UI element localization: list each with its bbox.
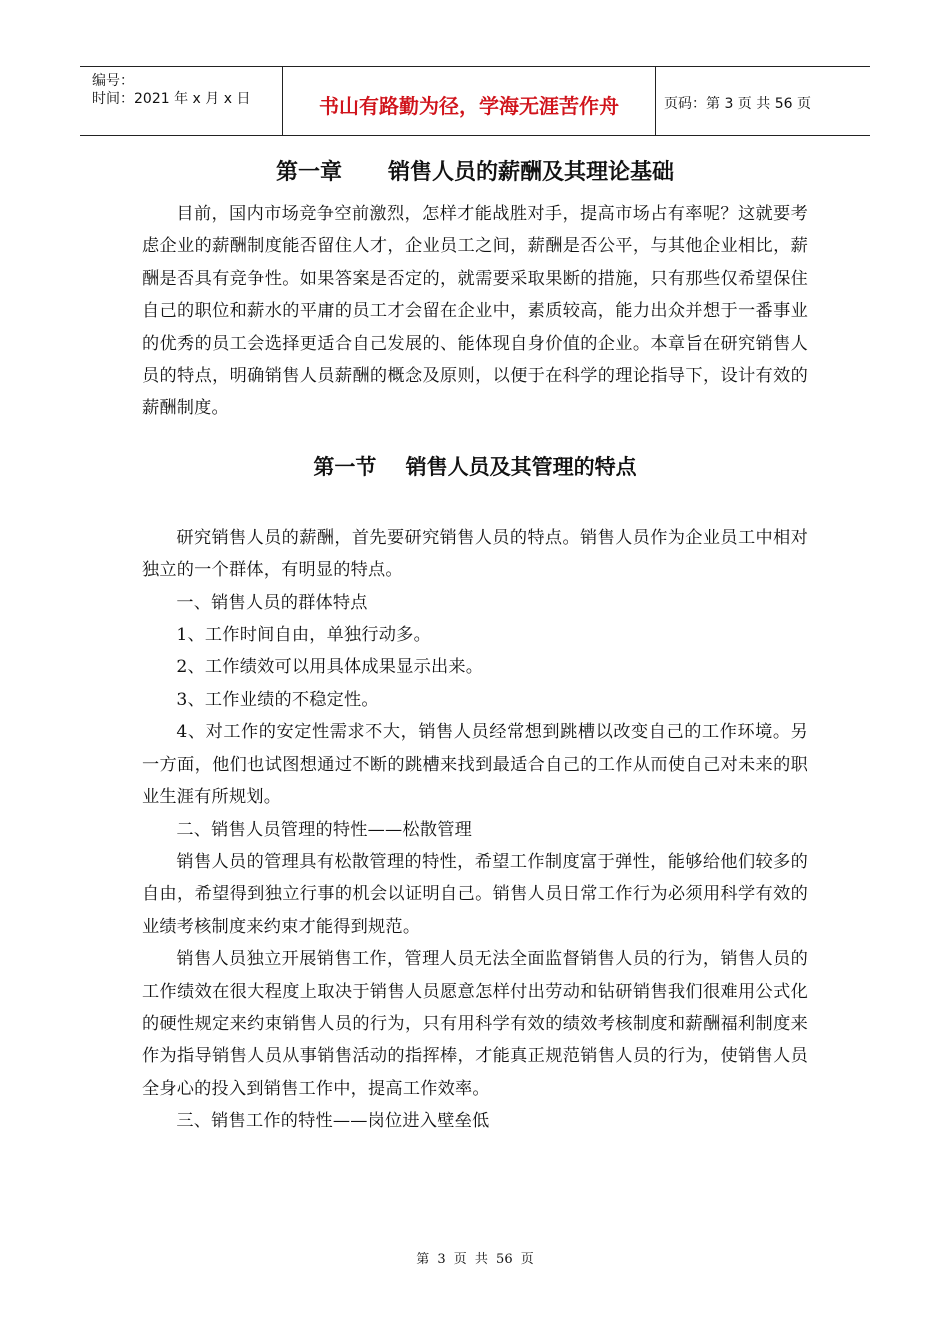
- body-paragraph: 研究销售人员的薪酬，首先要研究销售人员的特点。销售人员作为企业员工中相对独立的一个群体，有明显的特点。: [142, 527, 808, 581]
- section-title: 第一节 销售人员及其管理的特点: [313, 454, 637, 479]
- list-heading: 一、销售人员的群体特点: [176, 592, 368, 613]
- list-item: 4、对工作的安定性需求不大，销售人员经常想到跳槽以改变自己的工作环境。另一方面，他们也试图想通过不断的跳槽来找到最适合自己的工作从而使自己对未来的职业生涯有所规划。: [142, 722, 808, 808]
- list-heading: 二、销售人员管理的特性——松散管理: [176, 819, 472, 840]
- header-motto: 书山有路勤为径，学海无涯苦作舟: [283, 67, 656, 135]
- list-item: 3、工作业绩的不稳定性。: [176, 689, 379, 710]
- document-body: [142, 148, 808, 1138]
- list-item: 1、工作时间自由，单独行动多。: [176, 625, 431, 646]
- list-heading: 三、销售工作的特性——岗位进入壁垒低: [176, 1111, 490, 1132]
- header-page-info: 页码：第 3 页 共 56 页: [664, 96, 811, 112]
- body-paragraph: 销售人员的管理具有松散管理的特性，希望工作制度富于弹性，能够给他们较多的自由，希望得到独立行事的机会以证明自己。销售人员日常工作行为必须用科学有效的业绩考核制度来约束才能得到规范。: [142, 851, 808, 937]
- code-label: 编号：: [92, 73, 134, 89]
- chapter-intro-paragraph: 目前，国内市场竞争空前激烈，怎样才能战胜对手，提高市场占有率呢？这就要考虑企业的薪酬制度能否留住人才，企业员工之间，薪酬是否公平，与其他企业相比，薪酬是否具有竞争性。如果答案是否定的，就需要采取果断的措施，只有那些仅希望保住自己的职位和薪水的平庸的员工才会留在企业中，素质较高，能力出众并想于一番事业的优秀的员工会选择更适合自己发展的、能体现自身价值的企业。本章旨在研究销售人员的特点，明确销售人员薪酬的概念及原则，以便于在科学的理论指导下，设计有效的薪酬制度。: [142, 204, 808, 419]
- header-meta: [80, 67, 283, 135]
- list-item: 2、工作绩效可以用具体成果显示出来。: [176, 657, 484, 678]
- page-footer: 第 3 页 共 56 页: [416, 1252, 534, 1267]
- date-label: 时间：2021 年 x 月 x 日: [92, 91, 251, 107]
- body-paragraph: 销售人员独立开展销售工作，管理人员无法全面监督销售人员的行为，销售人员的工作绩效在很大程度上取决于销售人员愿意怎样付出劳动和钻研销售我们很难用公式化的硬性规定来约束销售人员的行为，只有用科学有效的绩效考核制度和薪酬福利制度来作为指导销售人员从事销售活动的指挥棒，才能真正规范销售人员的行为，使销售人员全身心的投入到销售工作中，提高工作效率。: [142, 949, 808, 1099]
- page-header: [80, 66, 870, 136]
- chapter-title: 第一章 销售人员的薪酬及其理论基础: [276, 160, 674, 185]
